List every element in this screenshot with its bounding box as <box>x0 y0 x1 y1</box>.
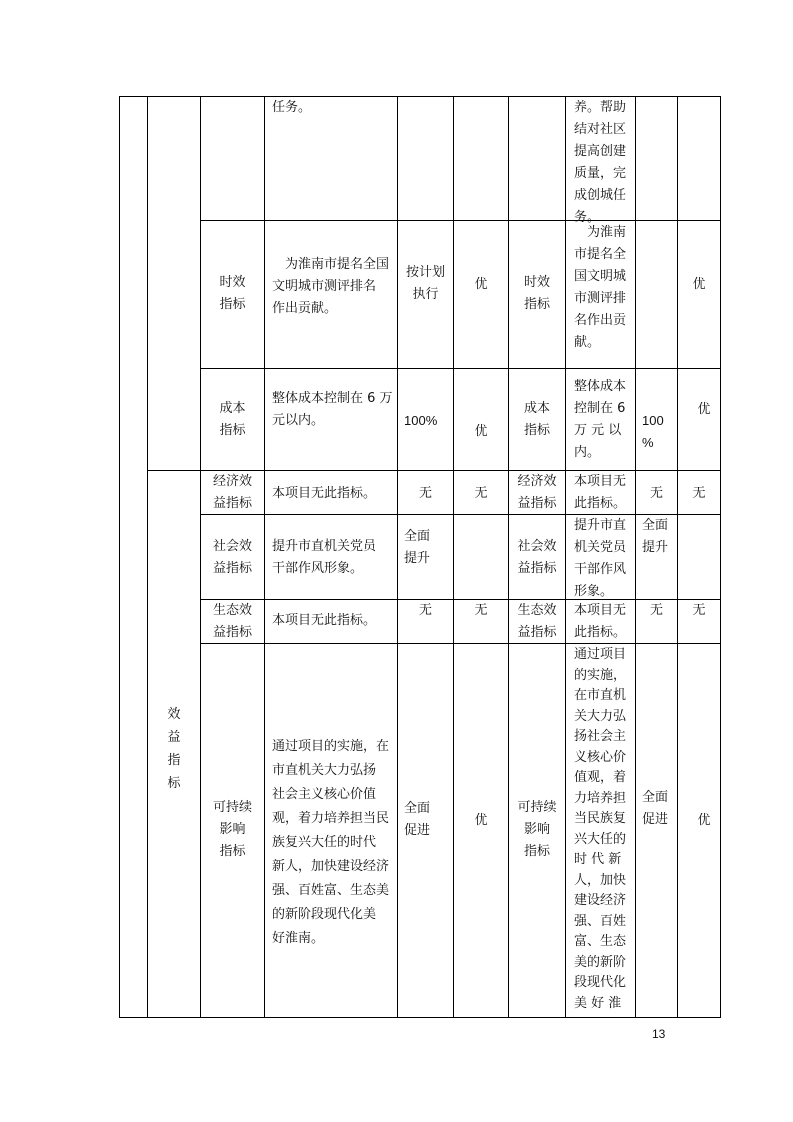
ecological-right-indicator-cell: 生态效 益指标 <box>517 603 557 640</box>
benefit-category-cell: 效 益 指 标 <box>167 707 181 791</box>
social-right-target-cell: 全面 提升 <box>642 518 669 555</box>
sustainable-target-cell: 全面 促进 <box>404 801 431 838</box>
economic-right-target-cell: 无 <box>649 486 663 501</box>
sustainable-right-content-cell: 通过项目 的实施， 在市直机 关大力弘 扬社会主 义核心价 值观，着 力培养担 当民族复 兴大任的 时 代 新 人，加快 建设经济 强、百姓 富、生态 美的新阶 段现代化 美 好 淮 <box>574 647 627 1011</box>
economic-content-cell: 本项目无此指标。 <box>272 486 377 501</box>
ecological-content-cell: 本项目无此指标。 <box>272 613 377 628</box>
cost-right-content-cell: 整体成本 控制在 6 万 元 以 内。 <box>574 379 627 460</box>
cost-indicator-cell: 成本 指标 <box>219 401 246 438</box>
timeliness-right-grade-cell: 优 <box>692 277 706 292</box>
cost-grade-cell: 优 <box>474 424 488 439</box>
timeliness-right-indicator-cell: 时效 指标 <box>523 275 550 312</box>
timeliness-right-content-cell: 为淮南 市提名全 国文明城 市测评排 名作出贡 献。 <box>574 225 627 350</box>
ecological-right-target-cell: 无 <box>649 603 663 618</box>
cost-right-indicator-cell: 成本 指标 <box>523 401 550 438</box>
page-number: 13 <box>652 1027 666 1041</box>
sustainable-grade-cell: 优 <box>474 813 488 828</box>
sustainable-indicator-cell: 可持续 影响 指标 <box>212 800 252 859</box>
cost-content-cell: 整体成本控制在 6 万 元以内。 <box>272 391 393 428</box>
ecological-grade-cell: 无 <box>474 603 488 618</box>
economic-right-grade-cell: 无 <box>692 486 706 501</box>
timeliness-content-cell: 为淮南市提名全国 文明城市测评排名 作出贡献。 <box>272 257 390 316</box>
ecological-right-grade-cell: 无 <box>692 603 706 618</box>
sustainable-right-target-cell: 全面 促进 <box>642 790 669 827</box>
ecological-right-content-cell: 本项目无 此指标。 <box>574 603 627 640</box>
sustainable-content-cell: 通过项目的实施，在 市直机关大力弘扬 社会主义核心价值 观，着力培养担当民 族复兴大任的时代 新人，加快建设经济 强、百姓富、生态美 的新阶段现代化美 好淮南。 <box>272 739 390 946</box>
economic-right-content-cell: 本项目无 此指标。 <box>574 474 627 511</box>
economic-grade-cell: 无 <box>474 486 488 501</box>
cost-right-target-cell: 100 % <box>642 413 664 450</box>
economic-right-indicator-cell: 经济效 益指标 <box>517 474 557 511</box>
cost-right-grade-cell: 优 <box>697 402 711 417</box>
cost-target-cell: 100% <box>404 413 438 428</box>
timeliness-target-cell: 按计划 执行 <box>405 265 445 302</box>
social-indicator-cell: 社会效 益指标 <box>212 539 252 576</box>
social-right-indicator-cell: 社会效 益指标 <box>517 539 557 576</box>
timeliness-grade-cell: 优 <box>474 277 488 292</box>
sustainable-right-indicator-cell: 可持续 影响 指标 <box>517 800 557 859</box>
sustainable-right-grade-cell: 优 <box>697 813 711 828</box>
economic-indicator-cell: 经济效 益指标 <box>212 474 252 511</box>
social-content-cell: 提升市直机关党员 干部作风形象。 <box>272 539 377 576</box>
task-content-cell: 任务。 <box>272 100 312 115</box>
social-target-cell: 全面 提升 <box>404 529 431 566</box>
ecological-indicator-cell: 生态效 益指标 <box>212 603 252 640</box>
social-right-content-cell: 提升市直 机关党员 干部作风 形象。 <box>574 518 627 599</box>
task-right-content-cell: 养。帮助 结对社区 提高创建 质量，完 成创城任 务。 <box>574 100 627 225</box>
economic-target-cell: 无 <box>418 486 432 501</box>
timeliness-indicator-cell: 时效 指标 <box>219 275 246 312</box>
ecological-target-cell: 无 <box>418 603 432 618</box>
